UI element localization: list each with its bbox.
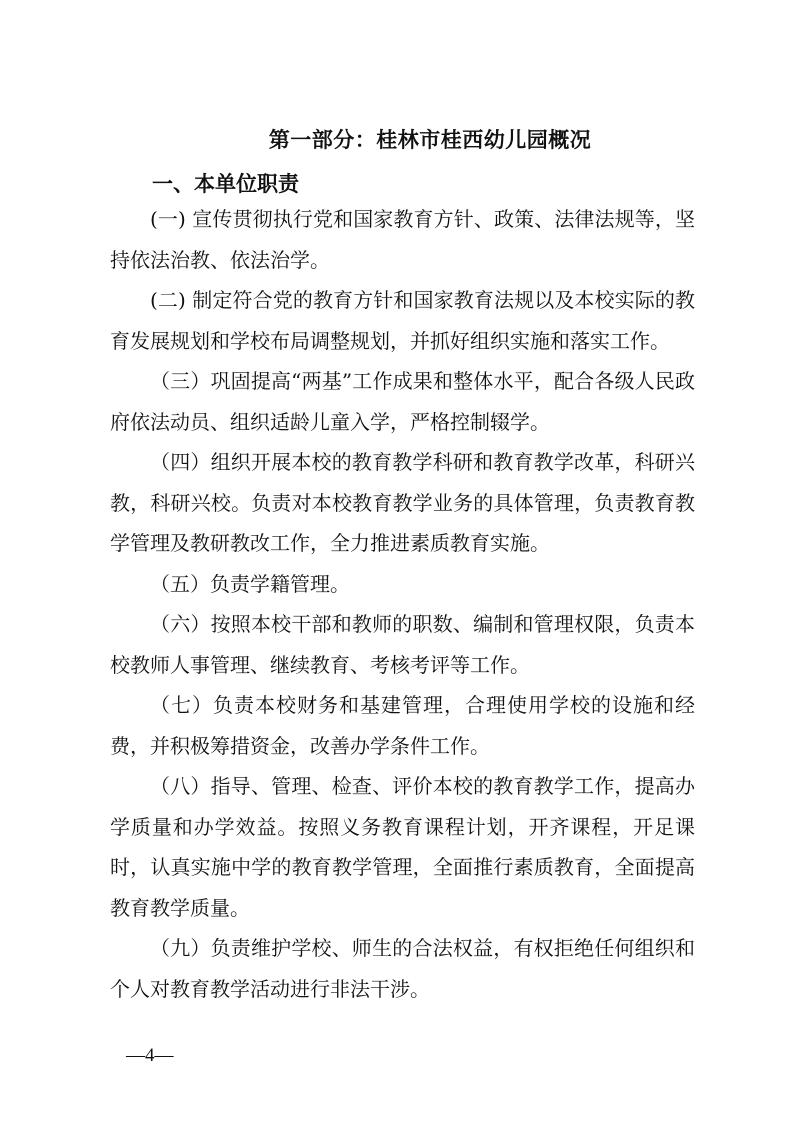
paragraph-9: （九）负责维护学校、师生的合法权益，有权拒绝任何组织和个人对教育教学活动进行非法干涉。 — [110, 936, 695, 1001]
document-body — [110, 199, 695, 1009]
section-heading: 一、本单位职责 — [152, 172, 299, 196]
paragraph-5: （五）负责学籍管理。 — [150, 571, 350, 596]
paragraph-3: （三）巩固提高“两基”工作成果和整体水平，配合各级人民政府依法动员、组织适龄儿童入学，严格控制辍学。 — [110, 369, 695, 434]
paragraph-6: （六）按照本校干部和教师的职数、编制和管理权限，负责本校教师人事管理、继续教育、考核考评等工作。 — [110, 612, 695, 677]
paragraph-2: (二) 制定符合党的教育方针和国家教育法规以及本校实际的教育发展规划和学校布局调整规划，并抓好组织实施和落实工作。 — [110, 288, 695, 353]
paragraph-1: (一) 宣传贯彻执行党和国家教育方针、政策、法律法规等，坚持依法治教、依法治学。 — [110, 207, 695, 272]
paragraph-7: （七）负责本校财务和基建管理，合理使用学校的设施和经费，并积极筹措资金，改善办学条件工作。 — [110, 693, 695, 758]
paragraph-4: （四）组织开展本校的教育教学科研和教育教学改革，科研兴教，科研兴校。负责对本校教育教学业务的具体管理，负责教育教学管理及教研教改工作，全力推进素质教育实施。 — [110, 450, 695, 555]
part-title: 第一部分：桂林市桂西幼儿园概况 — [268, 128, 592, 152]
page-number: —4— — [126, 1045, 174, 1066]
paragraph-8: （八）指导、管理、检查、评价本校的教育教学工作，提高办学质量和办学效益。按照义务教育课程计划，开齐课程，开足课时，认真实施中学的教育教学管理，全面推行素质教育，全面提高教育教学质量。 — [110, 774, 695, 920]
